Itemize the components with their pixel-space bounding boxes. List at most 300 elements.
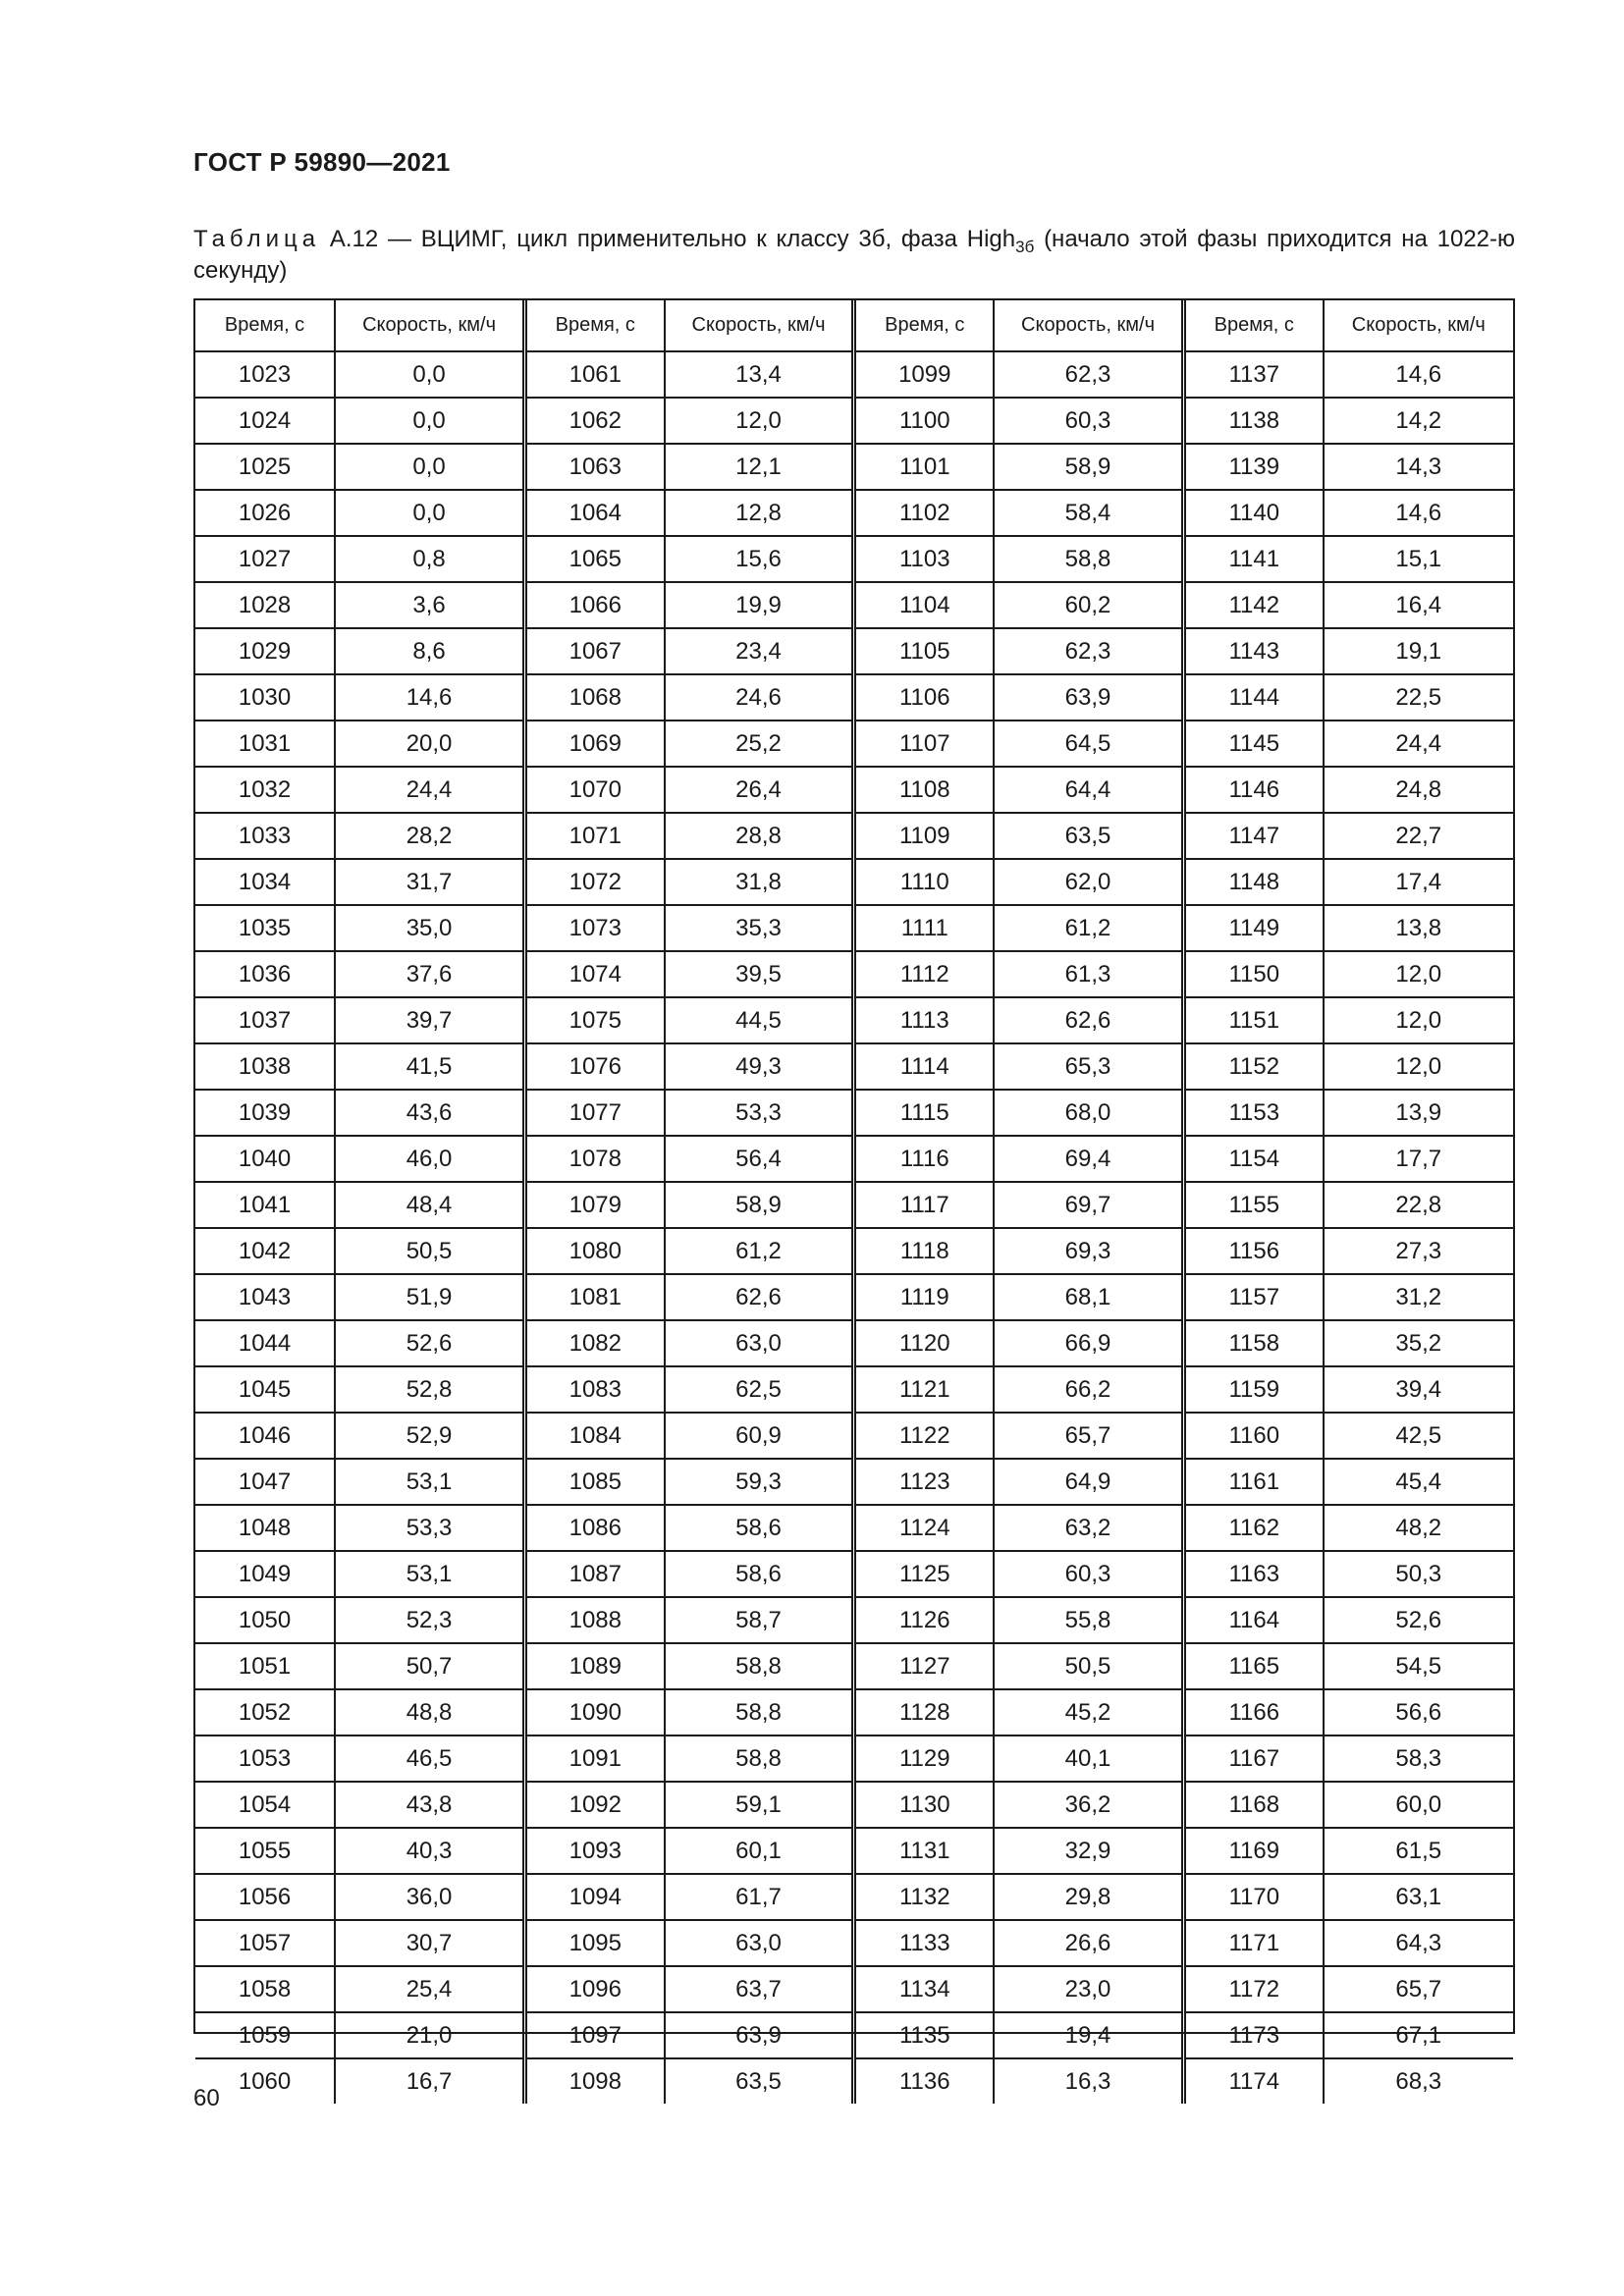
time-cell: 1045: [195, 1366, 335, 1413]
table-row: [195, 1735, 1513, 1782]
time-cell: 1039: [195, 1090, 335, 1136]
speed-cell: 51,9: [335, 1274, 524, 1320]
time-cell: 1067: [524, 628, 664, 674]
speed-cell: 43,8: [335, 1782, 524, 1828]
time-cell: 1107: [854, 721, 994, 767]
caption-text: А.12 — ВЦИМГ, цикл применительно к классу 3б, фаза High: [329, 226, 1016, 252]
speed-cell: 39,7: [335, 997, 524, 1043]
time-cell: 1061: [524, 351, 664, 398]
table-row: [195, 536, 1513, 582]
speed-cell: 69,4: [994, 1136, 1183, 1182]
speed-cell: 0,0: [335, 351, 524, 398]
time-cell: 1052: [195, 1689, 335, 1735]
speed-cell: 49,3: [665, 1043, 854, 1090]
speed-cell: 60,3: [994, 398, 1183, 444]
speed-cell: 22,8: [1395, 1191, 1442, 1218]
speed-table-frame: [193, 298, 1515, 2095]
speed-cell: 63,9: [994, 674, 1183, 721]
speed-cell: 35,0: [335, 905, 524, 951]
time-cell: 1134: [854, 1966, 994, 2012]
time-cell: 1069: [524, 721, 664, 767]
table-row: [195, 1413, 1513, 1459]
speed-cell: 12,0: [1395, 1052, 1442, 1080]
speed-cell: 36,2: [994, 1782, 1183, 1828]
time-cell: 1146: [1183, 767, 1323, 813]
speed-cell: 69,7: [994, 1182, 1183, 1228]
speed-cell: 35,2: [1395, 1329, 1442, 1357]
time-cell: 1087: [524, 1551, 664, 1597]
speed-cell: 31,2: [1395, 1283, 1442, 1310]
speed-cell: 14,3: [1395, 453, 1442, 480]
time-cell: 1137: [1183, 351, 1323, 398]
table-row: [195, 1090, 1513, 1136]
time-cell: 1166: [1183, 1689, 1323, 1735]
time-cell: 1083: [524, 1366, 664, 1413]
header-time: Время, с: [524, 300, 664, 351]
time-cell: 1098: [524, 2058, 664, 2104]
time-cell: 1133: [854, 1920, 994, 1966]
speed-cell: 60,3: [994, 1551, 1183, 1597]
table-row: [195, 1274, 1513, 1320]
time-cell: 1174: [1183, 2058, 1323, 2104]
speed-cell: 23,0: [994, 1966, 1183, 2012]
speed-cell: 62,6: [994, 997, 1183, 1043]
time-cell: 1116: [854, 1136, 994, 1182]
time-cell: 1078: [524, 1136, 664, 1182]
header-time: Время, с: [195, 300, 335, 351]
speed-cell: 52,6: [335, 1320, 524, 1366]
time-cell: 1025: [195, 444, 335, 490]
time-cell: 1139: [1183, 444, 1323, 490]
speed-cell: 61,2: [665, 1228, 854, 1274]
caption-text-end: (начало этой фазы приходится на 1022-ю секунду): [193, 226, 1516, 284]
header-time: Время, с: [854, 300, 994, 351]
time-cell: 1109: [854, 813, 994, 859]
header-speed: Скорость, км/ч: [994, 300, 1183, 351]
header-speed: Скорость, км/ч: [1324, 300, 1513, 351]
time-cell: 1140: [1183, 490, 1323, 536]
time-cell: 1068: [524, 674, 664, 721]
time-cell: 1121: [854, 1366, 994, 1413]
speed-cell: 50,5: [335, 1228, 524, 1274]
time-cell: 1081: [524, 1274, 664, 1320]
speed-cell: 58,7: [665, 1597, 854, 1643]
speed-cell: 64,3: [1395, 1929, 1442, 1956]
time-cell: 1072: [524, 859, 664, 905]
time-cell: 1073: [524, 905, 664, 951]
speed-cell: 41,5: [335, 1043, 524, 1090]
time-cell: 1127: [854, 1643, 994, 1689]
time-cell: 1080: [524, 1228, 664, 1274]
time-cell: 1151: [1183, 997, 1323, 1043]
speed-cell: 53,3: [335, 1505, 524, 1551]
speed-cell: 12,8: [665, 490, 854, 536]
table-row: [195, 1136, 1513, 1182]
time-cell: 1066: [524, 582, 664, 628]
speed-cell: 58,9: [994, 444, 1183, 490]
time-cell: 1023: [195, 351, 335, 398]
speed-cell: 58,8: [994, 536, 1183, 582]
speed-cell: 52,8: [335, 1366, 524, 1413]
table-row: [195, 1551, 1513, 1597]
speed-cell: 0,0: [335, 490, 524, 536]
speed-cell: 25,2: [665, 721, 854, 767]
time-cell: 1171: [1183, 1920, 1323, 1966]
speed-cell: 63,0: [665, 1320, 854, 1366]
time-cell: 1147: [1183, 813, 1323, 859]
time-cell: 1170: [1183, 1874, 1323, 1920]
time-cell: 1074: [524, 951, 664, 997]
time-cell: 1064: [524, 490, 664, 536]
time-cell: 1046: [195, 1413, 335, 1459]
speed-cell: 36,0: [335, 1874, 524, 1920]
speed-cell: 28,8: [665, 813, 854, 859]
speed-cell: 14,6: [335, 674, 524, 721]
time-cell: 1135: [854, 2012, 994, 2058]
speed-cell: 15,1: [1395, 545, 1442, 572]
time-cell: 1096: [524, 1966, 664, 2012]
time-cell: 1102: [854, 490, 994, 536]
time-cell: 1071: [524, 813, 664, 859]
time-cell: 1111: [854, 905, 994, 951]
speed-cell: 63,5: [994, 813, 1183, 859]
speed-cell: 16,7: [335, 2058, 524, 2104]
time-cell: 1158: [1183, 1320, 1323, 1366]
time-cell: 1131: [854, 1828, 994, 1874]
speed-cell: 61,2: [994, 905, 1183, 951]
table-row: [195, 490, 1513, 536]
speed-cell: 68,1: [994, 1274, 1183, 1320]
speed-cell: 17,7: [1395, 1145, 1442, 1172]
speed-cell: 27,3: [1395, 1237, 1442, 1264]
time-cell: 1097: [524, 2012, 664, 2058]
speed-cell: 63,0: [665, 1920, 854, 1966]
speed-cell: 64,4: [994, 767, 1183, 813]
speed-cell: 19,1: [1395, 637, 1442, 665]
time-cell: 1153: [1183, 1090, 1323, 1136]
speed-cell: 37,6: [335, 951, 524, 997]
time-cell: 1075: [524, 997, 664, 1043]
speed-cell: 58,6: [665, 1505, 854, 1551]
time-cell: 1070: [524, 767, 664, 813]
speed-cell: 13,9: [1395, 1098, 1442, 1126]
speed-cell: 63,7: [665, 1966, 854, 2012]
speed-cell: 14,6: [1395, 360, 1442, 388]
speed-cell: 58,4: [994, 490, 1183, 536]
speed-cell: 65,7: [1395, 1975, 1442, 2002]
speed-cell: 63,5: [665, 2058, 854, 2104]
table-caption: [193, 224, 1515, 287]
speed-cell: 29,8: [994, 1874, 1183, 1920]
speed-cell: 68,3: [1395, 2067, 1442, 2095]
speed-cell: 48,2: [1395, 1514, 1442, 1541]
time-cell: 1035: [195, 905, 335, 951]
speed-cell: 48,4: [335, 1182, 524, 1228]
speed-cell: 43,6: [335, 1090, 524, 1136]
speed-cell: 3,6: [335, 582, 524, 628]
table-row: [195, 398, 1513, 444]
speed-cell: 31,7: [335, 859, 524, 905]
speed-cell: 12,1: [665, 444, 854, 490]
time-cell: 1030: [195, 674, 335, 721]
table-row: [195, 1782, 1513, 1828]
speed-cell: 61,3: [994, 951, 1183, 997]
table-row: [195, 767, 1513, 813]
table-row: [195, 628, 1513, 674]
speed-cell: 66,2: [994, 1366, 1183, 1413]
time-cell: 1100: [854, 398, 994, 444]
speed-cell: 45,4: [1395, 1468, 1442, 1495]
table-row: [195, 674, 1513, 721]
time-cell: 1058: [195, 1966, 335, 2012]
table-row: [195, 1643, 1513, 1689]
time-cell: 1059: [195, 2012, 335, 2058]
time-cell: 1048: [195, 1505, 335, 1551]
time-cell: 1154: [1183, 1136, 1323, 1182]
time-cell: 1165: [1183, 1643, 1323, 1689]
header-time: Время, с: [1183, 300, 1323, 351]
time-cell: 1172: [1183, 1966, 1323, 2012]
time-cell: 1145: [1183, 721, 1323, 767]
time-cell: 1159: [1183, 1366, 1323, 1413]
time-cell: 1157: [1183, 1274, 1323, 1320]
time-cell: 1168: [1183, 1782, 1323, 1828]
time-cell: 1142: [1183, 582, 1323, 628]
time-cell: 1148: [1183, 859, 1323, 905]
time-cell: 1112: [854, 951, 994, 997]
table-row: [195, 1874, 1513, 1920]
time-cell: 1040: [195, 1136, 335, 1182]
time-cell: 1094: [524, 1874, 664, 1920]
table-row: [195, 1920, 1513, 1966]
time-cell: 1051: [195, 1643, 335, 1689]
speed-cell: 55,8: [994, 1597, 1183, 1643]
time-cell: 1029: [195, 628, 335, 674]
table-row: [195, 1182, 1513, 1228]
table-row: [195, 351, 1513, 398]
time-cell: 1156: [1183, 1228, 1323, 1274]
time-cell: 1123: [854, 1459, 994, 1505]
time-cell: 1152: [1183, 1043, 1323, 1090]
time-cell: 1026: [195, 490, 335, 536]
speed-cell: 65,7: [994, 1413, 1183, 1459]
time-cell: 1060: [195, 2058, 335, 2104]
time-cell: 1034: [195, 859, 335, 905]
speed-cell: 50,3: [1395, 1560, 1442, 1587]
speed-cell: 26,6: [994, 1920, 1183, 1966]
speed-cell: 24,4: [1395, 729, 1442, 757]
speed-cell: 61,5: [1395, 1837, 1442, 1864]
time-cell: 1124: [854, 1505, 994, 1551]
speed-cell: 0,8: [335, 536, 524, 582]
time-cell: 1049: [195, 1551, 335, 1597]
table-row: [195, 997, 1513, 1043]
speed-cell: 39,4: [1395, 1375, 1442, 1403]
table-row: [195, 1459, 1513, 1505]
speed-cell: 28,2: [335, 813, 524, 859]
time-cell: 1173: [1183, 2012, 1323, 2058]
time-cell: 1091: [524, 1735, 664, 1782]
speed-cell: 50,5: [994, 1643, 1183, 1689]
time-cell: 1115: [854, 1090, 994, 1136]
time-cell: 1132: [854, 1874, 994, 1920]
page-number: 60: [193, 2085, 220, 2111]
speed-cell: 62,0: [994, 859, 1183, 905]
table-row: [195, 1228, 1513, 1274]
speed-cell: 31,8: [665, 859, 854, 905]
time-cell: 1033: [195, 813, 335, 859]
speed-cell: 60,2: [994, 582, 1183, 628]
speed-cell: 40,1: [994, 1735, 1183, 1782]
speed-cell: 8,6: [335, 628, 524, 674]
time-cell: 1028: [195, 582, 335, 628]
time-cell: 1120: [854, 1320, 994, 1366]
time-cell: 1085: [524, 1459, 664, 1505]
speed-cell: 69,3: [994, 1228, 1183, 1274]
speed-cell: 50,7: [335, 1643, 524, 1689]
time-cell: 1125: [854, 1551, 994, 1597]
time-cell: 1129: [854, 1735, 994, 1782]
speed-cell: 65,3: [994, 1043, 1183, 1090]
speed-cell: 63,9: [665, 2012, 854, 2058]
time-cell: 1119: [854, 1274, 994, 1320]
time-cell: 1054: [195, 1782, 335, 1828]
speed-cell: 13,8: [1395, 914, 1442, 941]
speed-cell: 66,9: [994, 1320, 1183, 1366]
speed-cell: 52,9: [335, 1413, 524, 1459]
time-cell: 1082: [524, 1320, 664, 1366]
time-cell: 1105: [854, 628, 994, 674]
speed-cell: 39,5: [665, 951, 854, 997]
speed-cell: 19,4: [994, 2012, 1183, 2058]
table-row: [195, 859, 1513, 905]
time-cell: 1167: [1183, 1735, 1323, 1782]
time-cell: 1163: [1183, 1551, 1323, 1597]
time-cell: 1095: [524, 1920, 664, 1966]
caption-subscript: 3б: [1015, 238, 1035, 256]
time-cell: 1086: [524, 1505, 664, 1551]
time-cell: 1050: [195, 1597, 335, 1643]
speed-cell: 63,2: [994, 1505, 1183, 1551]
speed-cell: 54,5: [1395, 1652, 1442, 1680]
speed-cell: 62,5: [665, 1366, 854, 1413]
speed-cell: 20,0: [335, 721, 524, 767]
speed-cell: 16,3: [994, 2058, 1183, 2104]
time-cell: 1093: [524, 1828, 664, 1874]
speed-cell: 0,0: [335, 444, 524, 490]
time-cell: 1122: [854, 1413, 994, 1459]
time-cell: 1160: [1183, 1413, 1323, 1459]
time-cell: 1037: [195, 997, 335, 1043]
time-cell: 1084: [524, 1413, 664, 1459]
speed-cell: 19,9: [665, 582, 854, 628]
time-cell: 1024: [195, 398, 335, 444]
time-cell: 1092: [524, 1782, 664, 1828]
speed-cell: 59,3: [665, 1459, 854, 1505]
speed-cell: 42,5: [1395, 1421, 1442, 1449]
time-cell: 1149: [1183, 905, 1323, 951]
time-cell: 1161: [1183, 1459, 1323, 1505]
speed-cell: 12,0: [1395, 960, 1442, 988]
time-cell: 1150: [1183, 951, 1323, 997]
time-cell: 1141: [1183, 536, 1323, 582]
table-row: [195, 1597, 1513, 1643]
time-cell: 1077: [524, 1090, 664, 1136]
speed-cell: 22,7: [1395, 822, 1442, 849]
speed-cell: 14,2: [1395, 406, 1442, 434]
speed-cell: 46,0: [335, 1136, 524, 1182]
table-row: [195, 2012, 1513, 2058]
table-row: [195, 813, 1513, 859]
table-row: [195, 444, 1513, 490]
time-cell: 1113: [854, 997, 994, 1043]
speed-cell: 24,4: [335, 767, 524, 813]
speed-cell: 59,1: [665, 1782, 854, 1828]
speed-cell: 0,0: [335, 398, 524, 444]
speed-cell: 40,3: [335, 1828, 524, 1874]
speed-cell: 67,1: [1395, 2021, 1442, 2049]
table-row: [195, 951, 1513, 997]
time-cell: 1164: [1183, 1597, 1323, 1643]
time-cell: 1053: [195, 1735, 335, 1782]
speed-cell: 56,6: [1395, 1698, 1442, 1726]
table-row: [195, 582, 1513, 628]
speed-cell: 12,0: [1395, 1006, 1442, 1034]
time-cell: 1043: [195, 1274, 335, 1320]
time-cell: 1117: [854, 1182, 994, 1228]
speed-cell: 62,3: [994, 351, 1183, 398]
time-cell: 1114: [854, 1043, 994, 1090]
time-cell: 1032: [195, 767, 335, 813]
speed-cell: 58,8: [665, 1643, 854, 1689]
header-speed: Скорость, км/ч: [335, 300, 524, 351]
time-cell: 1062: [524, 398, 664, 444]
time-cell: 1041: [195, 1182, 335, 1228]
speed-cell: 22,5: [1395, 683, 1442, 711]
speed-cell: 60,1: [665, 1828, 854, 1874]
time-cell: 1143: [1183, 628, 1323, 674]
speed-cell: 64,5: [994, 721, 1183, 767]
table-row: [195, 1366, 1513, 1413]
speed-cell: 15,6: [665, 536, 854, 582]
table-row: [195, 2058, 1513, 2104]
speed-cell: 58,8: [665, 1689, 854, 1735]
table-row: [195, 1320, 1513, 1366]
speed-cell: 12,0: [665, 398, 854, 444]
speed-cell: 53,1: [335, 1551, 524, 1597]
speed-cell: 56,4: [665, 1136, 854, 1182]
time-cell: 1099: [854, 351, 994, 398]
document-code: ГОСТ Р 59890—2021: [193, 147, 451, 177]
time-cell: 1138: [1183, 398, 1323, 444]
speed-cell: 23,4: [665, 628, 854, 674]
table-row: [195, 1043, 1513, 1090]
table-row: [195, 905, 1513, 951]
table-row: [195, 1828, 1513, 1874]
speed-cell: 61,7: [665, 1874, 854, 1920]
time-cell: 1088: [524, 1597, 664, 1643]
time-cell: 1155: [1183, 1182, 1323, 1228]
speed-cell: 24,8: [1395, 775, 1442, 803]
speed-table: [195, 300, 1513, 2104]
time-cell: 1038: [195, 1043, 335, 1090]
speed-cell: 60,0: [1395, 1790, 1442, 1818]
speed-cell: 52,3: [335, 1597, 524, 1643]
speed-cell: 53,1: [335, 1459, 524, 1505]
time-cell: 1101: [854, 444, 994, 490]
speed-cell: 45,2: [994, 1689, 1183, 1735]
table-row: [195, 1966, 1513, 2012]
